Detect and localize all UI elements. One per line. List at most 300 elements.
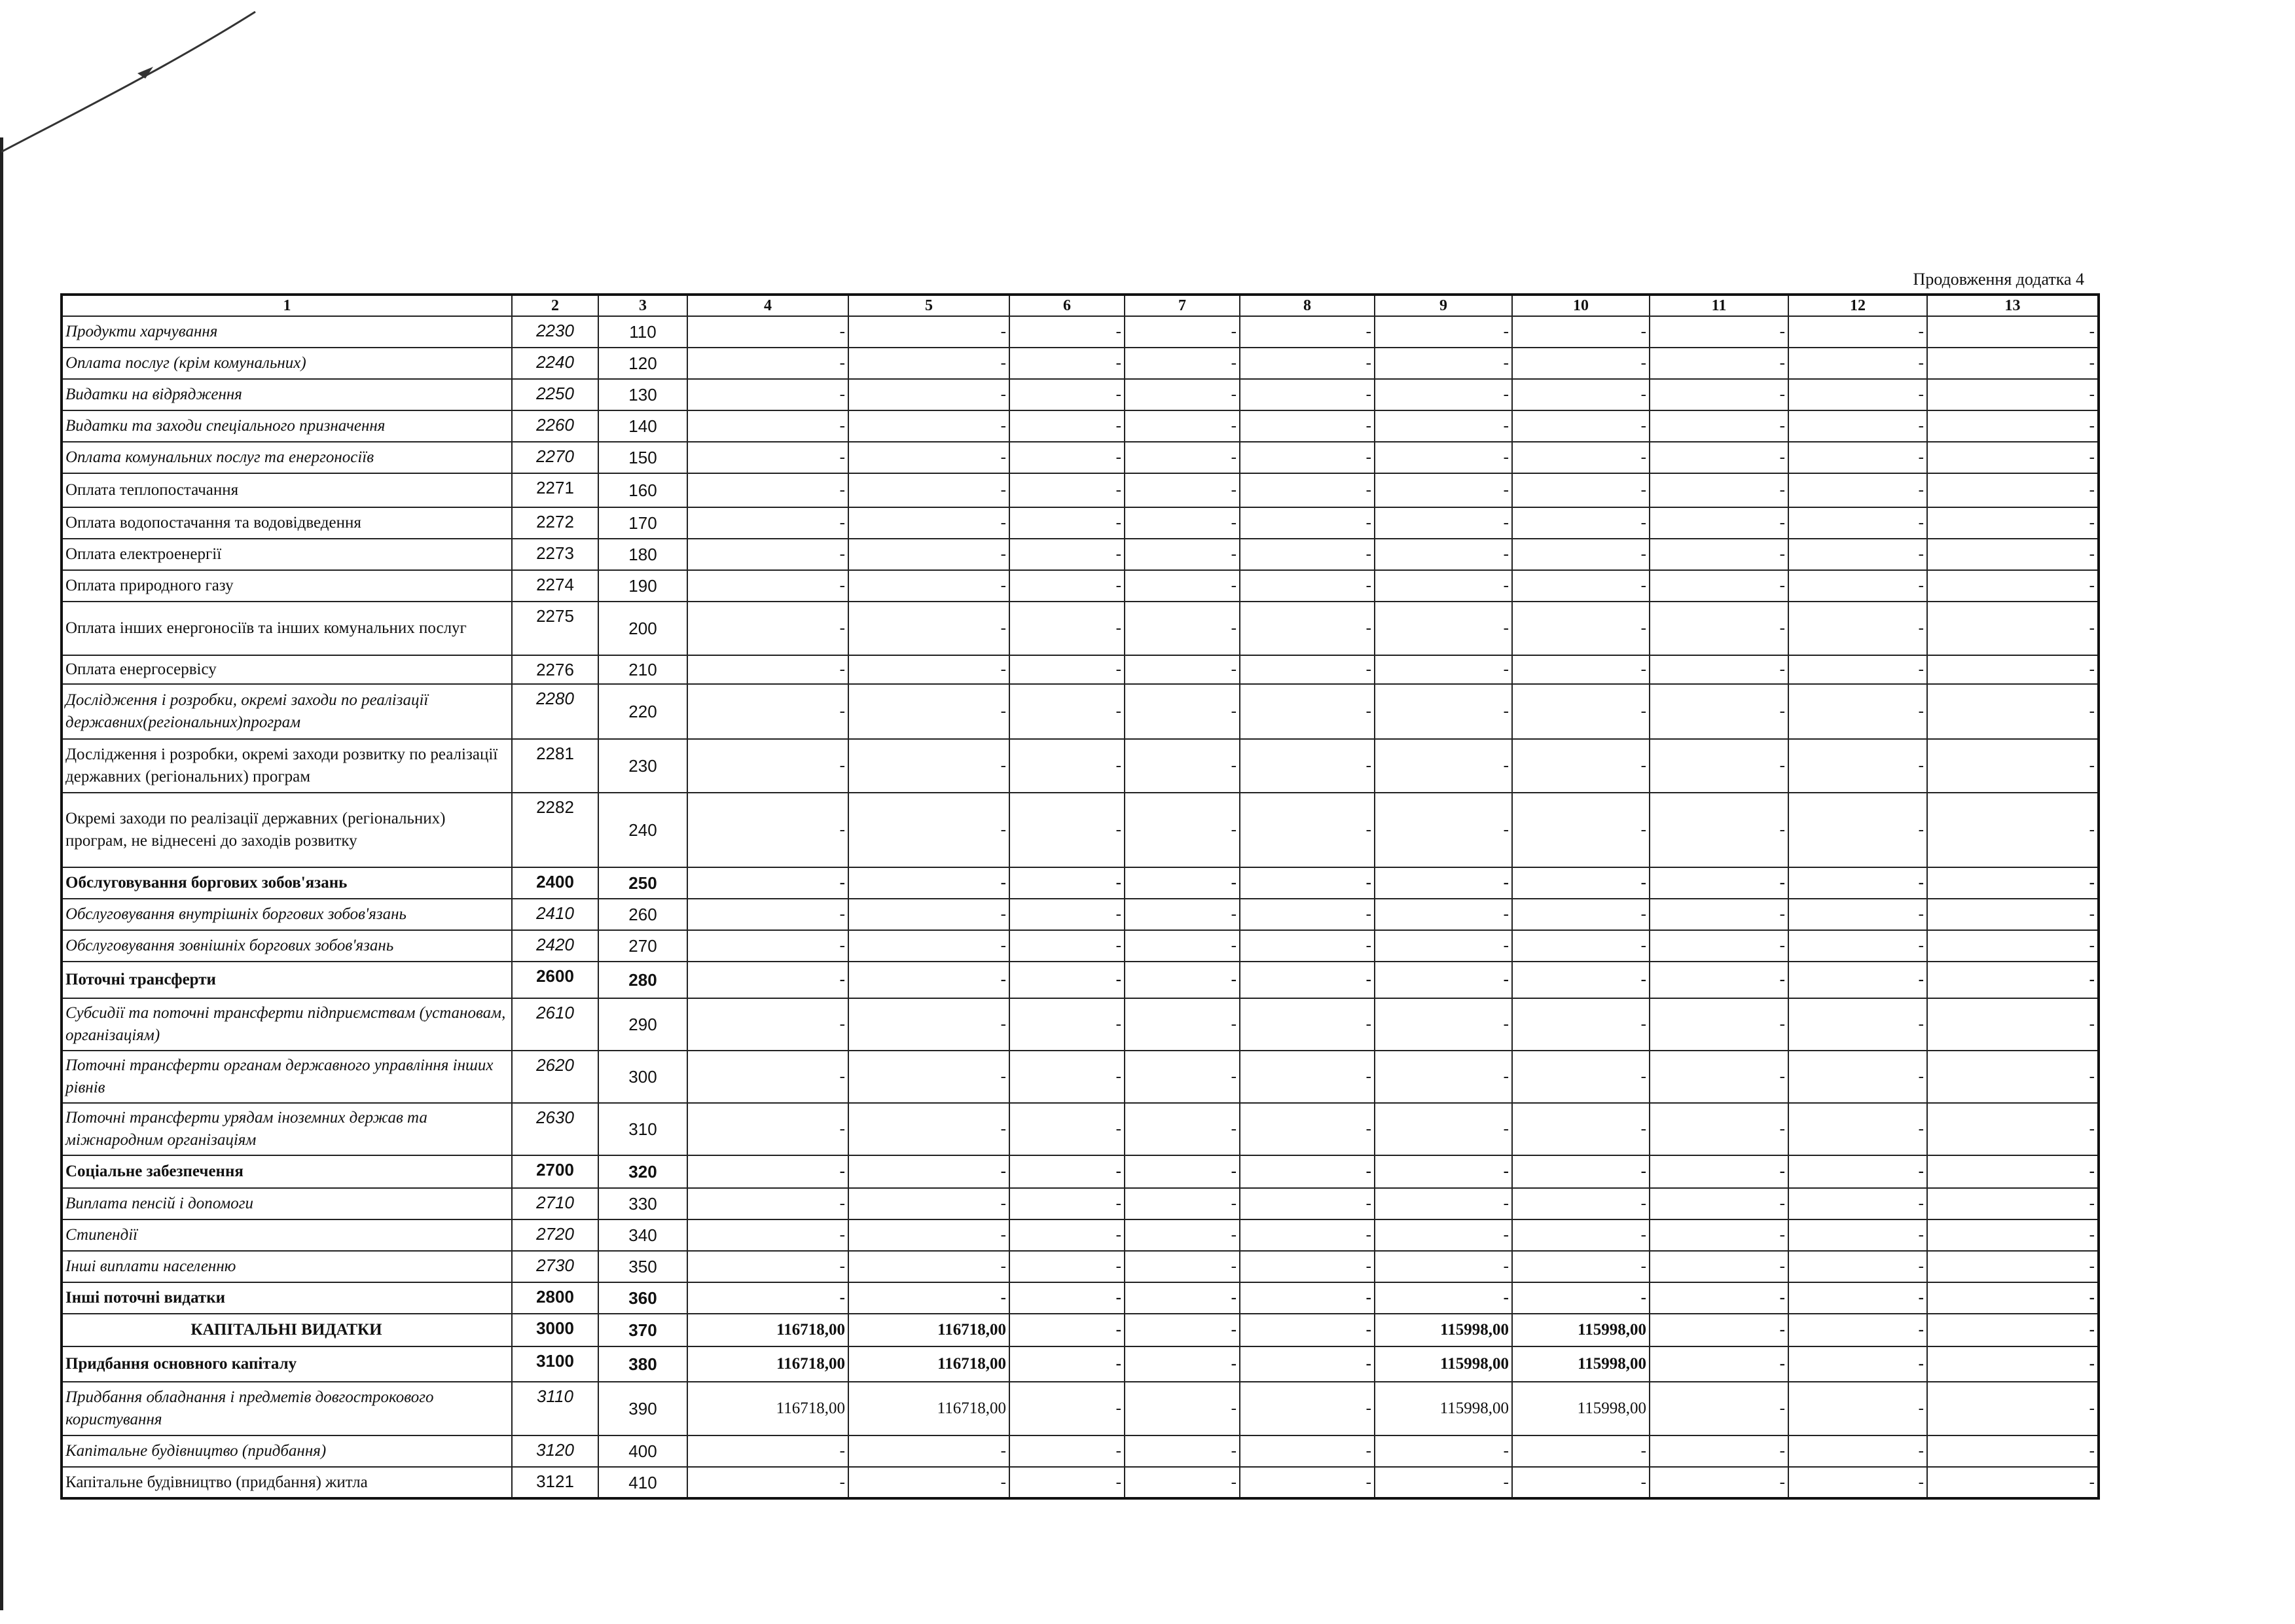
value-cell: - <box>1009 1219 1125 1251</box>
table-row <box>62 473 2099 507</box>
value-cell: - <box>1788 793 1927 867</box>
row-code: 330 <box>598 1188 687 1219</box>
table-row <box>62 442 2099 473</box>
row-code: 380 <box>598 1346 687 1382</box>
value-cell: - <box>1375 655 1512 684</box>
value-cell: - <box>1009 442 1125 473</box>
row-code: 390 <box>598 1382 687 1435</box>
value-cell: - <box>1009 684 1125 739</box>
expense-name: Поточні трансферти урядам іноземних держав та міжнародним організаціям <box>62 1103 512 1155</box>
value-cell: - <box>1240 570 1375 602</box>
value-cell: - <box>1512 793 1650 867</box>
value-cell: - <box>1375 998 1512 1051</box>
value-cell: - <box>1788 1188 1927 1219</box>
value-cell: - <box>1512 1435 1650 1467</box>
expense-name: Поточні трансферти <box>62 962 512 998</box>
expense-name: Соціальне забезпечення <box>62 1155 512 1188</box>
value-cell: - <box>687 1103 848 1155</box>
value-cell: - <box>1927 930 2099 962</box>
kekv-code: 3120 <box>512 1435 598 1467</box>
value-cell: - <box>1240 1188 1375 1219</box>
value-cell: - <box>1240 473 1375 507</box>
value-cell: - <box>1375 1219 1512 1251</box>
row-code: 260 <box>598 899 687 930</box>
row-code: 300 <box>598 1051 687 1103</box>
value-cell: - <box>1512 739 1650 793</box>
expense-name: Видатки та заходи спеціального призначення <box>62 410 512 442</box>
value-cell: - <box>848 539 1009 570</box>
value-cell: - <box>1375 379 1512 410</box>
value-cell: - <box>848 1435 1009 1467</box>
value-cell: - <box>1125 1219 1240 1251</box>
value-cell: - <box>1788 1314 1927 1346</box>
value-cell: - <box>687 1051 848 1103</box>
value-cell: - <box>1009 998 1125 1051</box>
value-cell: - <box>1788 1435 1927 1467</box>
value-cell: - <box>1650 410 1788 442</box>
row-code: 350 <box>598 1251 687 1282</box>
value-cell: - <box>848 348 1009 379</box>
value-cell: - <box>1788 1467 1927 1498</box>
value-cell: - <box>1009 867 1125 899</box>
kekv-code: 2420 <box>512 930 598 962</box>
value-cell: - <box>1512 1282 1650 1314</box>
row-code: 200 <box>598 602 687 655</box>
value-cell: - <box>1009 1314 1125 1346</box>
table-row <box>62 1188 2099 1219</box>
value-cell: - <box>1512 379 1650 410</box>
value-cell: - <box>1125 1103 1240 1155</box>
value-cell: - <box>1009 316 1125 348</box>
value-cell: - <box>687 793 848 867</box>
value-cell: - <box>1240 410 1375 442</box>
table-row <box>62 539 2099 570</box>
table-row <box>62 1282 2099 1314</box>
value-cell: - <box>1240 684 1375 739</box>
value-cell: - <box>848 507 1009 539</box>
row-code: 250 <box>598 867 687 899</box>
row-code: 230 <box>598 739 687 793</box>
value-cell: - <box>1375 1051 1512 1103</box>
value-cell: - <box>1650 442 1788 473</box>
value-cell: - <box>1788 867 1927 899</box>
value-cell: - <box>1512 473 1650 507</box>
kekv-code: 2272 <box>512 507 598 539</box>
table-row <box>62 602 2099 655</box>
value-cell: - <box>1927 442 2099 473</box>
value-cell: - <box>1788 442 1927 473</box>
value-cell: - <box>1009 1251 1125 1282</box>
value-cell: - <box>1512 930 1650 962</box>
value-cell: 116718,00 <box>848 1382 1009 1435</box>
column-number-row <box>62 295 2099 316</box>
value-cell: - <box>1009 1346 1125 1382</box>
value-cell: - <box>1927 1282 2099 1314</box>
value-cell: - <box>1788 1051 1927 1103</box>
value-cell: - <box>1788 739 1927 793</box>
value-cell: - <box>687 316 848 348</box>
kekv-code: 2730 <box>512 1251 598 1282</box>
value-cell: - <box>1240 1251 1375 1282</box>
value-cell: - <box>687 473 848 507</box>
value-cell: - <box>1650 1103 1788 1155</box>
value-cell: - <box>848 1051 1009 1103</box>
value-cell: - <box>687 379 848 410</box>
table-row <box>62 684 2099 739</box>
column-header: 5 <box>848 295 1009 316</box>
value-cell: 115998,00 <box>1375 1382 1512 1435</box>
value-cell: - <box>1240 316 1375 348</box>
kekv-code: 2630 <box>512 1103 598 1155</box>
kekv-code: 2282 <box>512 793 598 867</box>
value-cell: - <box>1512 602 1650 655</box>
value-cell: - <box>1240 1467 1375 1498</box>
value-cell: - <box>1240 1051 1375 1103</box>
expense-name: Капітальне будівництво (придбання) житла <box>62 1467 512 1498</box>
expense-name: Субсидії та поточні трансферти підприємствам (установам, організаціям) <box>62 998 512 1051</box>
value-cell: - <box>1512 1219 1650 1251</box>
value-cell: - <box>1125 1382 1240 1435</box>
value-cell: - <box>1512 507 1650 539</box>
value-cell: - <box>1788 899 1927 930</box>
expense-name: Інші поточні видатки <box>62 1282 512 1314</box>
expense-name: Оплата інших енергоносіїв та інших комунальних послуг <box>62 602 512 655</box>
value-cell: - <box>1125 1051 1240 1103</box>
value-cell: - <box>1927 1103 2099 1155</box>
table-row <box>62 1314 2099 1346</box>
row-code: 340 <box>598 1219 687 1251</box>
value-cell: - <box>1009 793 1125 867</box>
expense-name: Оплата водопостачання та водовідведення <box>62 507 512 539</box>
value-cell: - <box>1927 1155 2099 1188</box>
value-cell: - <box>1009 1435 1125 1467</box>
table-row <box>62 899 2099 930</box>
value-cell: - <box>1512 1155 1650 1188</box>
value-cell: - <box>1927 507 2099 539</box>
value-cell: - <box>687 930 848 962</box>
value-cell: - <box>1240 867 1375 899</box>
expense-name: Поточні трансферти органам державного управління інших рівнів <box>62 1051 512 1103</box>
value-cell: - <box>1650 539 1788 570</box>
value-cell: - <box>1650 316 1788 348</box>
value-cell: - <box>687 998 848 1051</box>
expense-name: Оплата енергосервісу <box>62 655 512 684</box>
value-cell: - <box>1650 899 1788 930</box>
value-cell: - <box>848 602 1009 655</box>
kekv-code: 2710 <box>512 1188 598 1219</box>
column-header: 12 <box>1788 295 1927 316</box>
value-cell: - <box>1375 507 1512 539</box>
value-cell: 116718,00 <box>687 1346 848 1382</box>
value-cell: - <box>1650 1282 1788 1314</box>
value-cell: - <box>687 655 848 684</box>
value-cell: - <box>1788 507 1927 539</box>
value-cell: - <box>687 602 848 655</box>
value-cell: - <box>1788 539 1927 570</box>
kekv-code: 2271 <box>512 473 598 507</box>
row-code: 360 <box>598 1282 687 1314</box>
column-header: 3 <box>598 295 687 316</box>
value-cell: - <box>1240 1282 1375 1314</box>
row-code: 270 <box>598 930 687 962</box>
table-row <box>62 998 2099 1051</box>
expense-name: Оплата теплопостачання <box>62 473 512 507</box>
value-cell: - <box>1240 962 1375 998</box>
value-cell: - <box>1125 442 1240 473</box>
value-cell: - <box>1375 473 1512 507</box>
value-cell: - <box>1125 867 1240 899</box>
expense-name: Обслуговування зовнішніх боргових зобов'язань <box>62 930 512 962</box>
value-cell: - <box>848 739 1009 793</box>
value-cell: - <box>1927 602 2099 655</box>
value-cell: - <box>687 1155 848 1188</box>
value-cell: - <box>1240 602 1375 655</box>
value-cell: 115998,00 <box>1512 1314 1650 1346</box>
row-code: 120 <box>598 348 687 379</box>
value-cell: - <box>1927 1251 2099 1282</box>
value-cell: - <box>1788 1251 1927 1282</box>
value-cell: - <box>1512 570 1650 602</box>
value-cell: - <box>1512 316 1650 348</box>
value-cell: - <box>1125 473 1240 507</box>
value-cell: - <box>1009 930 1125 962</box>
value-cell: - <box>1009 410 1125 442</box>
value-cell: - <box>848 473 1009 507</box>
value-cell: - <box>687 348 848 379</box>
row-code: 310 <box>598 1103 687 1155</box>
value-cell: - <box>1650 1188 1788 1219</box>
table-row <box>62 962 2099 998</box>
value-cell: - <box>1512 539 1650 570</box>
table-row <box>62 1103 2099 1155</box>
value-cell: - <box>1009 1382 1125 1435</box>
value-cell: 115998,00 <box>1375 1314 1512 1346</box>
value-cell: - <box>848 899 1009 930</box>
value-cell: - <box>1512 655 1650 684</box>
value-cell: - <box>1512 684 1650 739</box>
value-cell: - <box>1650 1251 1788 1282</box>
value-cell: - <box>1927 899 2099 930</box>
value-cell: - <box>1650 1051 1788 1103</box>
value-cell: - <box>1009 1155 1125 1188</box>
value-cell: - <box>1125 655 1240 684</box>
value-cell: - <box>1125 739 1240 793</box>
value-cell: - <box>1009 473 1125 507</box>
kekv-code: 2260 <box>512 410 598 442</box>
value-cell: - <box>1650 473 1788 507</box>
column-header: 13 <box>1927 295 2099 316</box>
row-code: 140 <box>598 410 687 442</box>
value-cell: - <box>1512 410 1650 442</box>
value-cell: - <box>687 1282 848 1314</box>
value-cell: - <box>1375 899 1512 930</box>
value-cell: - <box>687 739 848 793</box>
expense-name: Видатки на відрядження <box>62 379 512 410</box>
kekv-code: 3000 <box>512 1314 598 1346</box>
kekv-code: 3110 <box>512 1382 598 1435</box>
value-cell: - <box>1512 899 1650 930</box>
value-cell: - <box>1240 930 1375 962</box>
value-cell: - <box>1125 962 1240 998</box>
expense-name: Придбання обладнання і предметів довгострокового користування <box>62 1382 512 1435</box>
value-cell: - <box>1240 379 1375 410</box>
value-cell: - <box>848 930 1009 962</box>
expense-name: Дослідження і розробки, окремі заходи розвитку по реалізації державних (регіональних) програм <box>62 739 512 793</box>
value-cell: - <box>1927 1314 2099 1346</box>
value-cell: - <box>848 316 1009 348</box>
value-cell: - <box>1125 602 1240 655</box>
expense-name: Придбання основного капіталу <box>62 1346 512 1382</box>
value-cell: - <box>1650 739 1788 793</box>
row-code: 240 <box>598 793 687 867</box>
value-cell: - <box>1927 739 2099 793</box>
value-cell: - <box>848 962 1009 998</box>
kekv-code: 2610 <box>512 998 598 1051</box>
table-row <box>62 739 2099 793</box>
value-cell: 115998,00 <box>1512 1382 1650 1435</box>
value-cell: - <box>1375 1155 1512 1188</box>
value-cell: - <box>1375 1188 1512 1219</box>
column-header: 11 <box>1650 295 1788 316</box>
value-cell: - <box>687 1251 848 1282</box>
value-cell: - <box>687 684 848 739</box>
column-header: 7 <box>1125 295 1240 316</box>
expense-name: Оплата електроенергії <box>62 539 512 570</box>
row-code: 220 <box>598 684 687 739</box>
expense-name: Виплата пенсій і допомоги <box>62 1188 512 1219</box>
kekv-code: 2240 <box>512 348 598 379</box>
value-cell: - <box>1125 899 1240 930</box>
value-cell: - <box>1927 1382 2099 1435</box>
value-cell: - <box>687 1435 848 1467</box>
value-cell: - <box>1788 1103 1927 1155</box>
kekv-code: 2700 <box>512 1155 598 1188</box>
table-row <box>62 1382 2099 1435</box>
row-code: 290 <box>598 998 687 1051</box>
value-cell: - <box>687 410 848 442</box>
value-cell: - <box>1650 1314 1788 1346</box>
value-cell: - <box>1240 998 1375 1051</box>
value-cell: - <box>1927 473 2099 507</box>
value-cell: - <box>1009 379 1125 410</box>
row-code: 400 <box>598 1435 687 1467</box>
value-cell: - <box>687 899 848 930</box>
value-cell: - <box>1240 655 1375 684</box>
value-cell: - <box>1788 316 1927 348</box>
value-cell: - <box>1788 570 1927 602</box>
value-cell: - <box>1375 1103 1512 1155</box>
row-code: 320 <box>598 1155 687 1188</box>
value-cell: - <box>1512 867 1650 899</box>
value-cell: - <box>1927 1467 2099 1498</box>
value-cell: - <box>1788 379 1927 410</box>
value-cell: - <box>1009 348 1125 379</box>
kekv-code: 2620 <box>512 1051 598 1103</box>
value-cell: - <box>1927 1051 2099 1103</box>
value-cell: - <box>1512 1103 1650 1155</box>
value-cell: - <box>1927 793 2099 867</box>
value-cell: - <box>1240 1382 1375 1435</box>
table-body <box>62 316 2099 1498</box>
value-cell: - <box>1375 962 1512 998</box>
value-cell: - <box>1240 442 1375 473</box>
value-cell: - <box>848 1282 1009 1314</box>
expense-name: Оплата комунальних послуг та енергоносіїв <box>62 442 512 473</box>
value-cell: - <box>848 570 1009 602</box>
value-cell: 115998,00 <box>1512 1346 1650 1382</box>
table-row <box>62 379 2099 410</box>
value-cell: - <box>848 1251 1009 1282</box>
value-cell: - <box>1009 962 1125 998</box>
value-cell: - <box>1512 1188 1650 1219</box>
table-row <box>62 655 2099 684</box>
value-cell: - <box>1009 570 1125 602</box>
row-code: 210 <box>598 655 687 684</box>
value-cell: - <box>1125 1314 1240 1346</box>
value-cell: - <box>1125 793 1240 867</box>
value-cell: - <box>1927 655 2099 684</box>
value-cell: - <box>1650 602 1788 655</box>
value-cell: - <box>687 867 848 899</box>
expense-name: Оплата природного газу <box>62 570 512 602</box>
value-cell: - <box>687 570 848 602</box>
value-cell: - <box>848 684 1009 739</box>
value-cell: - <box>1788 1282 1927 1314</box>
table-row <box>62 316 2099 348</box>
value-cell: - <box>1240 1103 1375 1155</box>
value-cell: - <box>1009 507 1125 539</box>
value-cell: - <box>1512 1251 1650 1282</box>
value-cell: - <box>1650 962 1788 998</box>
table-row <box>62 410 2099 442</box>
value-cell: - <box>1240 1314 1375 1346</box>
column-header: 1 <box>62 295 512 316</box>
value-cell: - <box>1788 962 1927 998</box>
value-cell: - <box>1650 1219 1788 1251</box>
value-cell: - <box>1009 1051 1125 1103</box>
value-cell: - <box>1788 602 1927 655</box>
value-cell: - <box>848 793 1009 867</box>
table-row <box>62 1219 2099 1251</box>
value-cell: - <box>1927 316 2099 348</box>
expense-name: Обслуговування боргових зобов'язань <box>62 867 512 899</box>
row-code: 410 <box>598 1467 687 1498</box>
value-cell: - <box>1375 1282 1512 1314</box>
value-cell: - <box>1788 473 1927 507</box>
value-cell: - <box>1650 1155 1788 1188</box>
row-code: 150 <box>598 442 687 473</box>
value-cell: - <box>1240 1346 1375 1382</box>
kekv-code: 2720 <box>512 1219 598 1251</box>
kekv-code: 2600 <box>512 962 598 998</box>
value-cell: - <box>687 1188 848 1219</box>
value-cell: - <box>1125 410 1240 442</box>
kekv-code: 3100 <box>512 1346 598 1382</box>
kekv-code: 3121 <box>512 1467 598 1498</box>
value-cell: - <box>1650 1346 1788 1382</box>
value-cell: - <box>687 1219 848 1251</box>
value-cell: 116718,00 <box>687 1314 848 1346</box>
expense-name: Окремі заходи по реалізації державних (регіональних) програм, не віднесені до заходів розвитку <box>62 793 512 867</box>
value-cell: - <box>1788 348 1927 379</box>
value-cell: - <box>1927 348 2099 379</box>
value-cell: - <box>1009 1467 1125 1498</box>
value-cell: - <box>1125 1251 1240 1282</box>
table-row <box>62 867 2099 899</box>
value-cell: - <box>1650 793 1788 867</box>
row-code: 280 <box>598 962 687 998</box>
value-cell: - <box>1125 507 1240 539</box>
